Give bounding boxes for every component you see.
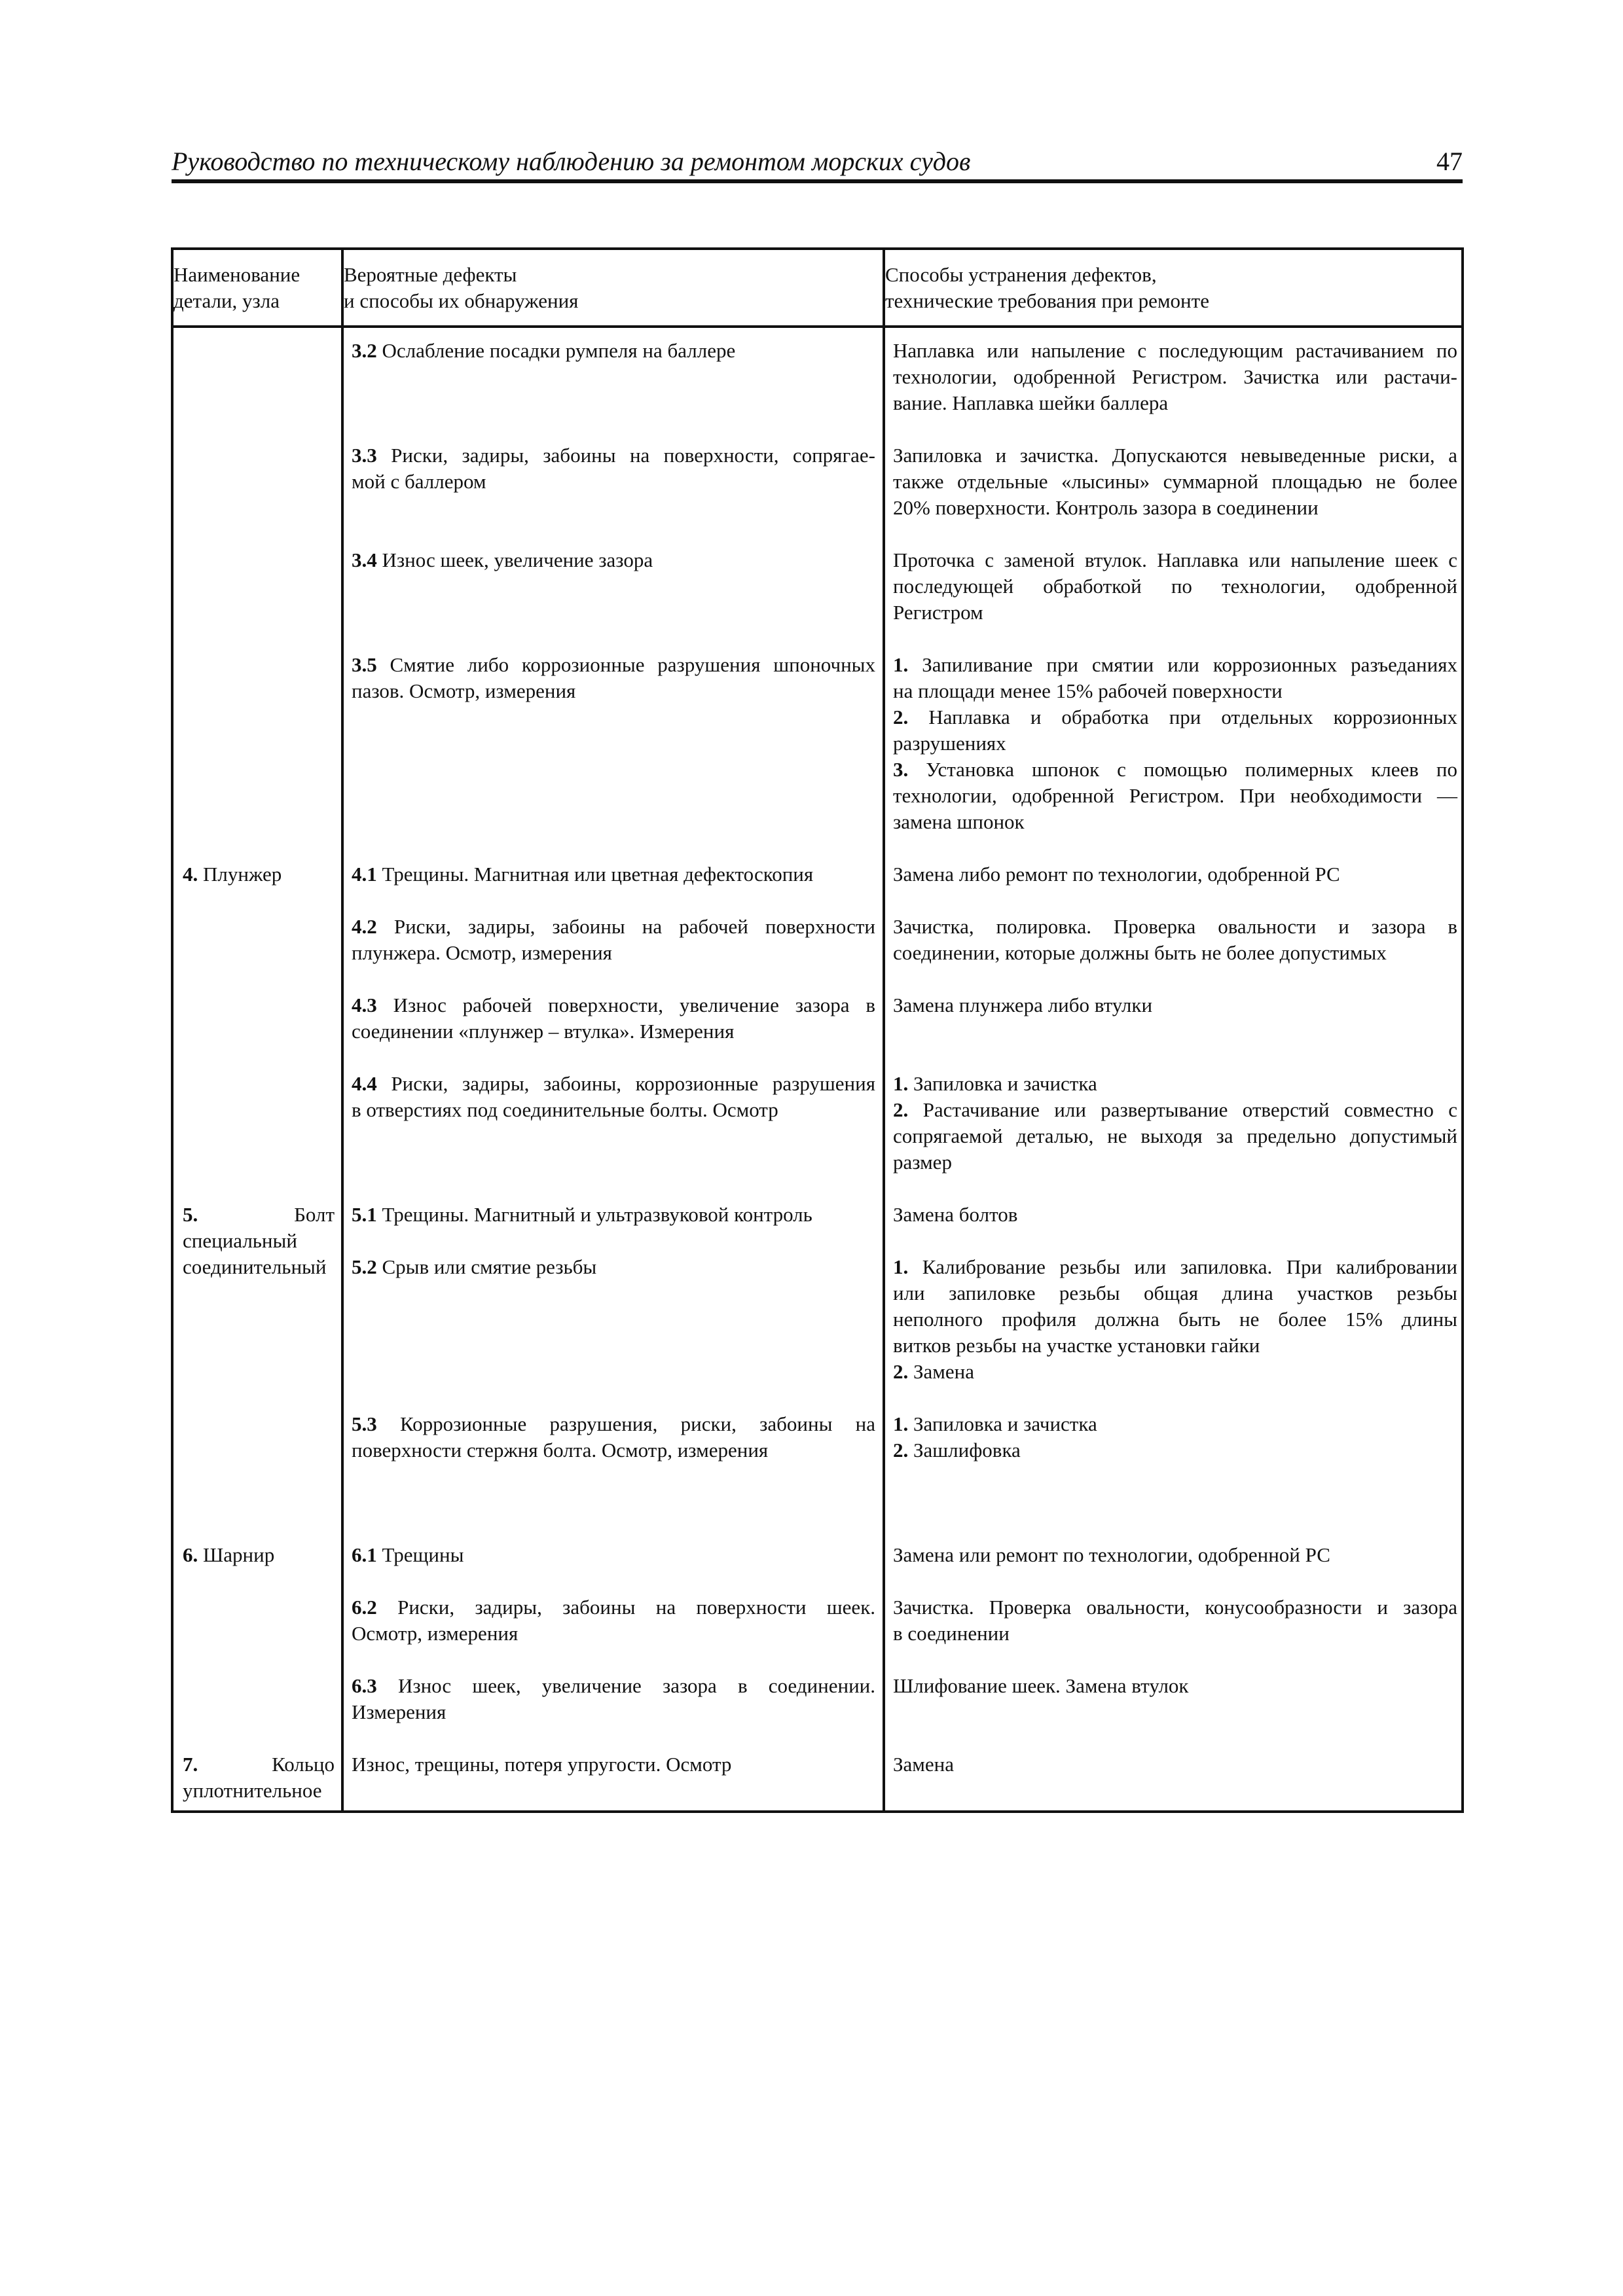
remedy-cell — [893, 1751, 1457, 1778]
defect-cell: Износ, трещины, потеря упругости. Осмотр — [352, 1753, 732, 1776]
defect-cell: 3.5 Смятие либо коррозионные разрушения шпоночных пазов. Осмотр, измерения — [352, 653, 876, 702]
remedy-cell — [893, 442, 1457, 521]
remedy-item: Замена или ремонт по технологии, одобренной РС — [893, 1543, 1330, 1566]
item-number: 1. — [893, 1255, 909, 1278]
defect-cell: 5.2 Срыв или смятие резьбы — [352, 1255, 597, 1278]
remedy-cell — [893, 861, 1457, 888]
item-number: 6.3 — [352, 1674, 377, 1697]
item-number: 3.2 — [352, 339, 377, 362]
item-number: 5.3 — [352, 1412, 377, 1435]
defect-cell: 6.2 Риски, задиры, забоины на поверхности шеек. Осмотр, измерения — [352, 1596, 876, 1645]
item-number: 3.5 — [352, 653, 377, 676]
defect-cell: 5.3 Коррозионные разрушения, риски, забоины на поверхности стержня болта. Осмотр, измерения — [352, 1412, 875, 1462]
remedy-item: Зачистка, полировка. Проверка овальности и зазора в соединении, которые должны быть не более допустимых — [893, 915, 1457, 964]
part-name-cell: 6. Шарнир — [183, 1543, 275, 1566]
item-number: 7. — [183, 1753, 198, 1776]
defect-cell: 3.4 Износ шеек, увеличение зазора — [352, 548, 653, 571]
defect-cell: 4.3 Износ рабочей поверхности, увеличение зазора в соединении «плунжер – втулка». Измерения — [352, 994, 876, 1043]
column-header-part: Наименование детали, узла — [173, 263, 301, 312]
item-number: 4.4 — [352, 1072, 377, 1095]
column-divider — [341, 250, 344, 1810]
item-number: 2. — [893, 706, 909, 728]
item-number: 5.1 — [352, 1203, 377, 1226]
item-number: 3.4 — [352, 548, 377, 571]
item-number: 3. — [893, 758, 909, 781]
remedy-item: 3. Установка шпонок с помощью полимерных клеев по технологии, одобренной Регистром. При необходимости — замена шпонок — [893, 758, 1458, 833]
item-number: 6.2 — [352, 1596, 377, 1619]
item-number: 6.1 — [352, 1543, 377, 1566]
column-divider — [883, 250, 885, 1810]
defect-cell: 4.2 Риски, задиры, забоины на рабочей поверхности плунжера. Осмотр, измерения — [352, 915, 875, 964]
item-number: 2. — [893, 1098, 909, 1121]
remedy-cell — [893, 1202, 1457, 1228]
remedy-cell — [893, 1542, 1457, 1568]
defects-table — [171, 247, 1464, 1813]
item-number: 5.2 — [352, 1255, 377, 1278]
remedy-item: Проточка с заменой втулок. Наплавка или напыление шеек с последующей обработкой по технологии, одобренной Регистром — [893, 548, 1457, 624]
defect-cell: 5.1 Трещины. Магнитный и ультразвуковой контроль — [352, 1203, 812, 1226]
item-number: 4.1 — [352, 863, 377, 886]
remedy-item: Замена болтов — [893, 1203, 1018, 1226]
remedy-item: 2. Наплавка и обработка при отдельных коррозионных разрушениях — [893, 706, 1458, 755]
column-header-remedies: Способы устранения дефектов, технические требования при ремонте — [885, 263, 1209, 312]
remedy-item: Шлифование шеек. Замена втулок — [893, 1674, 1189, 1697]
remedy-cell — [893, 1071, 1457, 1175]
item-number: 5. — [183, 1203, 198, 1226]
remedy-item: 2. Зашлифовка — [893, 1439, 1021, 1462]
remedy-item: Замена плунжера либо втулки — [893, 994, 1153, 1016]
remedy-item: Наплавка или напыление с последующим растачиванием по технологии, одобренной Регистром. Зачистка или растачи- вание. Наплавка шейки баллера — [893, 339, 1457, 414]
column-header-defects: Вероятные дефекты и способы их обнаружения — [344, 263, 579, 312]
defect-cell: 4.4 Риски, задиры, забоины, коррозионные разрушения в отверстиях под соединительные болты. Осмотр — [352, 1072, 875, 1121]
remedy-item: Замена либо ремонт по технологии, одобренной РС — [893, 863, 1340, 886]
remedy-item: Запиловка и зачистка. Допускаются невыведенные риски, а также отдельные «лысины» суммарной площадью не более 20% поверхности. Контроль зазора в соединении — [893, 444, 1457, 519]
page-header — [172, 143, 1463, 183]
remedy-cell — [893, 1673, 1457, 1699]
remedy-cell — [893, 1254, 1457, 1385]
remedy-item: 1. Запиливание при смятии или коррозионных разъеданиях на площади менее 15% рабочей поверхности — [893, 653, 1457, 702]
remedy-cell — [893, 338, 1457, 416]
remedy-cell — [893, 547, 1457, 626]
item-number: 4. — [183, 863, 198, 886]
item-number: 4.3 — [352, 994, 377, 1016]
remedy-cell — [893, 652, 1457, 835]
header-divider — [173, 325, 1461, 328]
remedy-cell — [893, 1594, 1457, 1647]
item-number: 4.2 — [352, 915, 377, 938]
remedy-item: 2. Замена — [893, 1360, 975, 1383]
part-name-cell: 7. Кольцо уплотнительное — [183, 1753, 335, 1802]
remedy-item: Замена — [893, 1753, 955, 1776]
item-number: 6. — [183, 1543, 198, 1566]
item-number: 2. — [893, 1439, 909, 1462]
item-number: 1. — [893, 1072, 909, 1095]
defect-cell: 4.1 Трещины. Магнитная или цветная дефектоскопия — [352, 863, 814, 886]
remedy-item: 1. Запиловка и зачистка — [893, 1072, 1097, 1095]
item-number: 3.3 — [352, 444, 377, 467]
item-number: 2. — [893, 1360, 909, 1383]
remedy-cell — [893, 914, 1457, 966]
item-number: 1. — [893, 653, 909, 676]
part-name-cell: 5. Болт специальный соединительный — [183, 1203, 335, 1278]
page-header-title: Руководство по техническому наблюдению за ремонтом морских судов — [172, 147, 971, 176]
remedy-cell — [893, 992, 1457, 1018]
defect-cell: 6.1 Трещины — [352, 1543, 464, 1566]
part-name-cell: 4. Плунжер — [183, 863, 282, 886]
remedy-item: 1. Калибрование резьбы или запиловка. При калибровании или запиловке резьбы общая длина участков резьбы неполного профиля должна быть не более 15% длины витков резьбы на участке установки гайки — [893, 1255, 1457, 1357]
defect-cell: 6.3 Износ шеек, увеличение зазора в соединении. Измерения — [352, 1674, 876, 1723]
remedy-item: 2. Растачивание или развертывание отверстий совместно с сопрягаемой деталью, не выходя за предельно допустимый размер — [893, 1098, 1457, 1174]
page-number: 47 — [1436, 147, 1463, 176]
remedy-cell — [893, 1411, 1457, 1463]
defect-cell: 3.2 Ослабление посадки румпеля на баллере — [352, 339, 736, 362]
item-number: 1. — [893, 1412, 909, 1435]
remedy-item: 1. Запиловка и зачистка — [893, 1412, 1097, 1435]
defect-cell: 3.3 Риски, задиры, забоины на поверхности, сопрягае- мой с баллером — [352, 444, 875, 493]
remedy-item: Зачистка. Проверка овальности, конусообразности и зазора в соединении — [893, 1596, 1457, 1645]
